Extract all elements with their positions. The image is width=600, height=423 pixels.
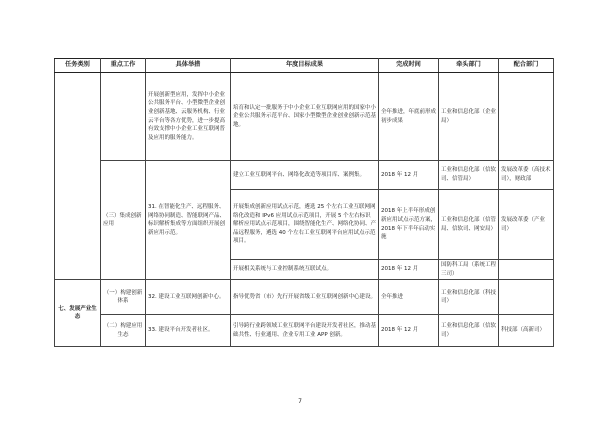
header-lead-department: 牵头部门 bbox=[439, 59, 499, 73]
lead-cell: 工业和信息化部（信软司、信管局） bbox=[439, 161, 499, 190]
time-cell: 全年推进，年底前形成初步成果 bbox=[379, 73, 439, 161]
header-annual-goals: 年度目标成果 bbox=[231, 59, 379, 73]
category-cell: 七、发展产业生态 bbox=[55, 280, 101, 347]
work-cell: （二）构建应用生态 bbox=[101, 315, 146, 347]
page-number: 7 bbox=[298, 398, 302, 405]
header-specific-measures: 具体举措 bbox=[146, 59, 231, 73]
lead-cell: 工业和信息化部（科技司） bbox=[439, 280, 499, 315]
work-cell-continued bbox=[101, 73, 146, 161]
lead-cell: 国防科工局（系统工程三司） bbox=[439, 260, 499, 280]
table-row bbox=[55, 280, 554, 315]
measure-cell: 开展创新型应用，发挥中小企业公共服务平台、小型微型企业创业创新基地、云服务机构、行业云平台等各方优势，进一步提高有效支撑中小企业工业互联网普及应用的服务能力。 bbox=[146, 73, 231, 161]
lead-cell: 工业和信息化部（企业局） bbox=[439, 73, 499, 161]
time-cell: 2018 年 12 月 bbox=[379, 260, 439, 280]
goal-cell: 建立工业互联网平台、网络化改造等项目库、案例集。 bbox=[231, 161, 379, 190]
goal-cell: 指导优势省（市）先行开展省级工业互联网创新中心建设。 bbox=[231, 280, 379, 315]
assist-cell bbox=[499, 280, 554, 315]
assist-cell: 科技部（高新司） bbox=[499, 315, 554, 347]
goal-cell: 引导跨行业跨领域工业互联网平台建设开发者社区，推动基础共性、行业通用、企业专用工业 APP 创新。 bbox=[231, 315, 379, 347]
measure-cell: 32. 建设工业互联网创新中心。 bbox=[146, 280, 231, 315]
assist-cell bbox=[499, 260, 554, 280]
lead-cell: 工业和信息化部（信软司） bbox=[439, 315, 499, 347]
measure-cell: 33. 建设平台开发者社区。 bbox=[146, 315, 231, 347]
goal-cell: 开展集成创新应用试点示范，遴选 25 个左右工业互联网网络化改造和 IPv6 应用试点示范项目，开展 5 个左右标识解析应用试点示范项目，围绕智能化生产、网络化协同、产品远程服务，遴选 40 个左右工业互联网平台应用试点示范项目。 bbox=[231, 190, 379, 260]
category-cell-continued bbox=[55, 73, 101, 280]
table-header-row bbox=[55, 59, 554, 73]
time-cell: 2018 年 12 月 bbox=[379, 161, 439, 190]
table-row bbox=[55, 73, 554, 161]
assist-cell: 发展改革委（高技术司），财政部 bbox=[499, 161, 554, 190]
header-assist-department: 配合部门 bbox=[499, 59, 554, 73]
goal-cell: 培育和认定一批服务于中小企业工业互联网应用的国家中小企业公共服务示范平台、国家小型微型企业创业创新示范基地。 bbox=[231, 73, 379, 161]
assist-cell: 发展改革委（产业司） bbox=[499, 190, 554, 260]
time-cell: 全年推进 bbox=[379, 280, 439, 315]
table-row bbox=[55, 161, 554, 190]
lead-cell: 工业和信息化部（信管局、信软司、网安局） bbox=[439, 190, 499, 260]
work-cell: （三）集成创新应用 bbox=[101, 161, 146, 280]
time-cell: 2018 年 12 月 bbox=[379, 315, 439, 347]
assist-cell bbox=[499, 73, 554, 161]
measure-cell: 31. 在智能化生产、远程服务、网络协同制造、智能联网产品、标识解析集成等方面组织开展创新应用示范。 bbox=[146, 161, 231, 280]
goal-cell: 开展相关系统与工业控制系统互联试点。 bbox=[231, 260, 379, 280]
work-cell: （一）构建创新体系 bbox=[101, 280, 146, 315]
header-task-category: 任务类别 bbox=[55, 59, 101, 73]
table-row bbox=[55, 315, 554, 347]
measures-table bbox=[54, 58, 554, 347]
header-completion-time: 完成时间 bbox=[379, 59, 439, 73]
header-key-work: 重点工作 bbox=[101, 59, 146, 73]
time-cell: 2018 年上半年形成创新应用试点示范方案，2018 年下半年启动实施 bbox=[379, 190, 439, 260]
